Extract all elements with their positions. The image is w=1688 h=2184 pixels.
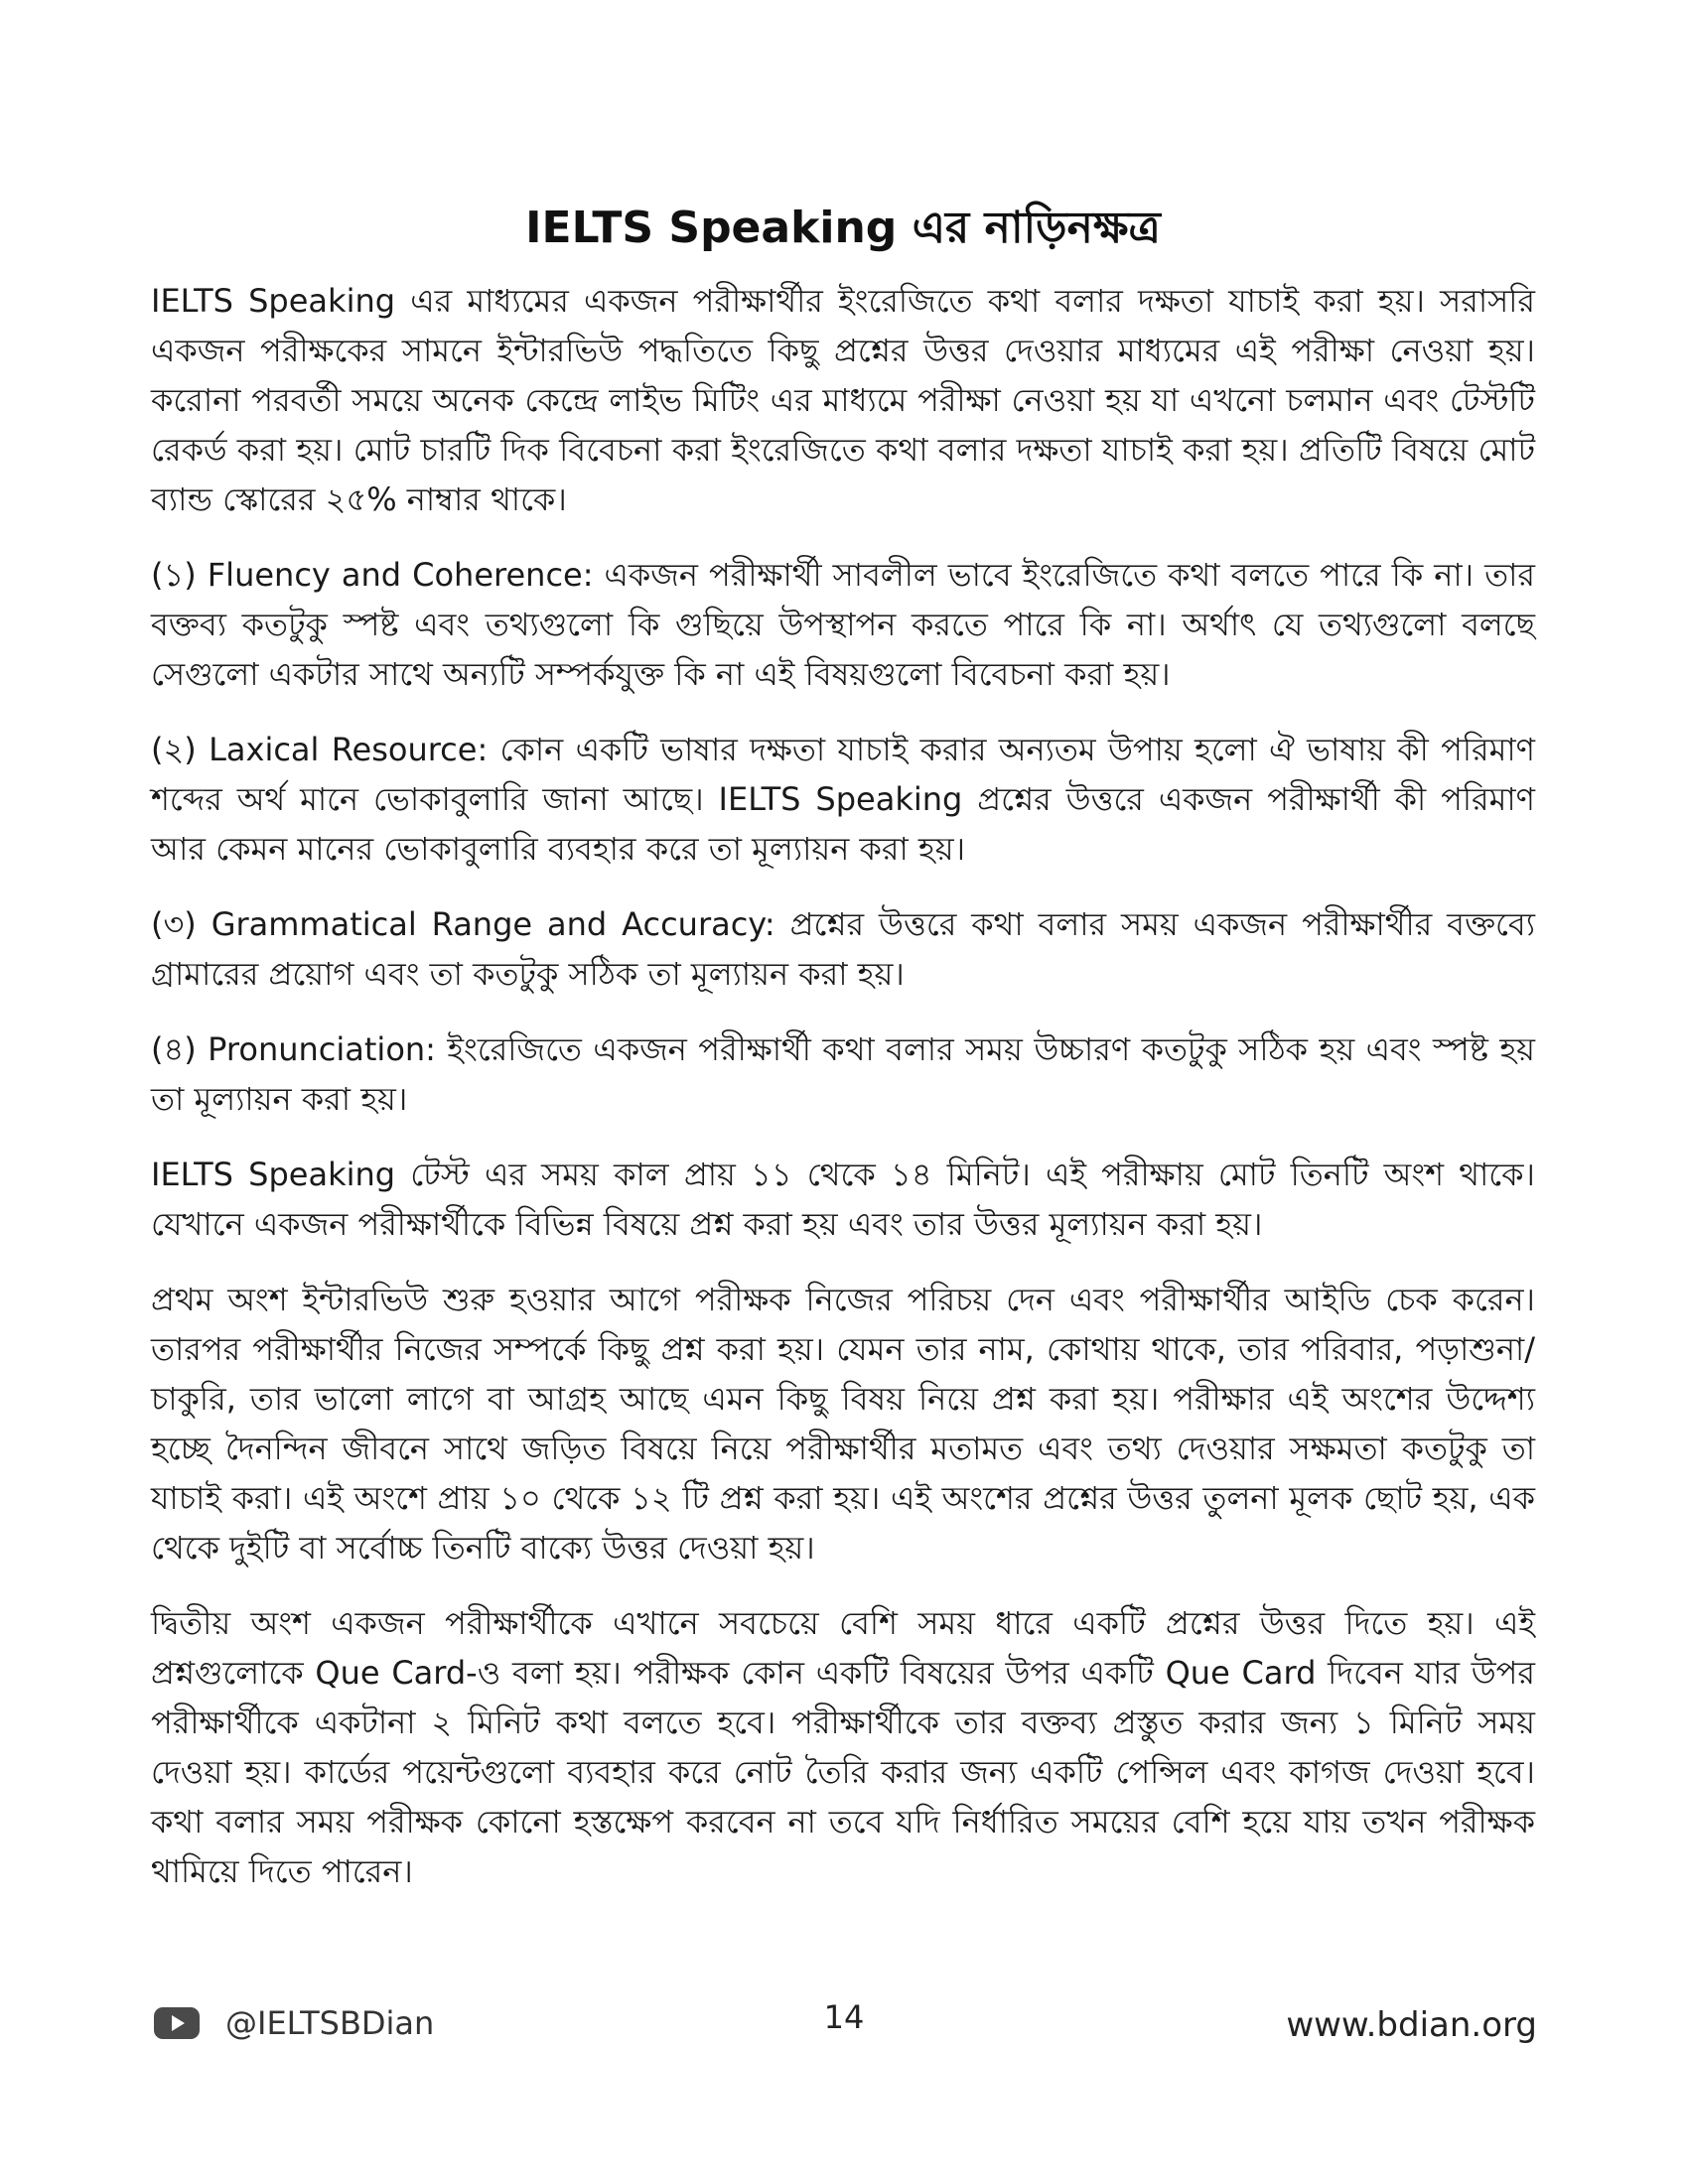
- paragraph-lexical: (২) Laxical Resource: কোন একটি ভাষার দক্ষতা যাচাই করার অন্যতম উপায় হলো ঐ ভাষায় কী পরিমাণ শব্দের অর্থ মানে ভোকাবুলারি জানা আছে। IELTS Speaking প্রশ্নের উত্তরে একজন পরীক্ষার্থী কী পরিমাণ আর কেমন মানের ভোকাবুলারি ব্যবহার করে তা মূল্যায়ন করা হয়।: [151, 731, 1535, 868]
- paragraph-duration: IELTS Speaking টেস্ট এর সময় কাল প্রায় ১১ থেকে ১৪ মিনিট। এই পরীক্ষায় মোট তিনটি অংশ থাকে। যেখানে একজন পরীক্ষার্থীকে বিভিন্ন বিষয়ে প্রশ্ন করা হয় এবং তার উত্তর মূল্যায়ন করা হয়।: [151, 1156, 1535, 1243]
- document-body: [151, 199, 1535, 1922]
- paragraph-part-one: প্রথম অংশ ইন্টারভিউ শুরু হওয়ার আগে পরীক্ষক নিজের পরিচয় দেন এবং পরীক্ষার্থীর আইডি চেক করেন। তারপর পরীক্ষার্থীর নিজের সম্পর্কে কিছু প্রশ্ন করা হয়। যেমন তার নাম, কোথায় থাকে, তার পরিবার, পড়াশুনা/চাকুরি, তার ভালো লাগে বা আগ্রহ আছে এমন কিছু বিষয় নিয়ে প্রশ্ন করা হয়। পরীক্ষার এই অংশের উদ্দেশ্য হচ্ছে দৈনন্দিন জীবনে সাথে জড়িত বিষয়ে নিয়ে পরীক্ষার্থীর মতামত এবং তথ্য দেওয়ার সক্ষমতা কতটুকু তা যাচাই করা। এই অংশে প্রায় ১০ থেকে ১২ টি প্রশ্ন করা হয়। এই অংশের প্রশ্নের উত্তর তুলনা মূলক ছোট হয়, এক থেকে দুইটি বা সর্বোচ্চ তিনটি বাক্যে উত্তর দেওয়া হয়।: [151, 1281, 1535, 1567]
- page-title: IELTS Speaking এর নাড়িনক্ষত্র: [525, 203, 1161, 253]
- paragraph-grammar: (৩) Grammatical Range and Accuracy: প্রশ্নের উত্তরে কথা বলার সময় একজন পরীক্ষার্থীর বক্তব্যে গ্রামারের প্রয়োগ এবং তা কতটুকু সঠিক তা মূল্যায়ন করা হয়।: [151, 905, 1535, 993]
- footer-channel[interactable]: [154, 2003, 434, 2043]
- page-footer: [0, 1997, 1688, 2057]
- paragraph-intro: IELTS Speaking এর মাধ্যমের একজন পরীক্ষার্থীর ইংরেজিতে কথা বলার দক্ষতা যাচাই করা হয়। সরাসরি একজন পরীক্ষকের সামনে ইন্টারভিউ পদ্ধতিতে কিছু প্রশ্নের উত্তর দেওয়ার মাধ্যমের এই পরীক্ষা নেওয়া হয়। করোনা পরবর্তী সময়ে অনেক কেন্দ্রে লাইভ মিটিং এর মাধ্যমে পরীক্ষা নেওয়া হয় যা এখনো চলমান এবং টেস্টটি রেকর্ড করা হয়। মোট চারটি দিক বিবেচনা করা ইংরেজিতে কথা বলার দক্ষতা যাচাই করা হয়। প্রতিটি বিষয়ে মোট ব্যান্ড স্কোরের ২৫% নাম্বার থাকে।: [151, 282, 1535, 518]
- page-number: 14: [823, 1998, 865, 2036]
- paragraph-part-two: দ্বিতীয় অংশ একজন পরীক্ষার্থীকে এখানে সবচেয়ে বেশি সময় ধারে একটি প্রশ্নের উত্তর দিতে হয়। এই প্রশ্নগুলোকে Que Card-ও বলা হয়। পরীক্ষক কোন একটি বিষয়ের উপর একটি Que Card দিবেন যার উপর পরীক্ষার্থীকে একটানা ২ মিনিট কথা বলতে হবে। পরীক্ষার্থীকে তার বক্তব্য প্রস্তুত করার জন্য ১ মিনিট সময় দেওয়া হয়। কার্ডের পয়েন্টগুলো ব্যবহার করে নোট তৈরি করার জন্য একটি পেন্সিল এবং কাগজ দেওয়া হবে। কথা বলার সময় পরীক্ষক কোনো হস্তক্ষেপ করবেন না তবে যদি নির্ধারিত সময়ের বেশি হয়ে যায় তখন পরীক্ষক থামিয়ে দিতে পারেন।: [151, 1604, 1535, 1890]
- channel-handle: @IELTSBDian: [225, 2004, 435, 2042]
- paragraph-fluency: (১) Fluency and Coherence: একজন পরীক্ষার্থী সাবলীল ভাবে ইংরেজিতে কথা বলতে পারে কি না। তার বক্তব্য কতটুকু স্পষ্ট এবং তথ্যগুলো কি গুছিয়ে উপস্থাপন করতে পারে কি না। অর্থাৎ যে তথ্যগুলো বলছে সেগুলো একটার সাথে অন্যটি সম্পর্কযুক্ত কি না এই বিষয়গুলো বিবেচনা করা হয়।: [151, 556, 1535, 693]
- paragraph-pronunciation: (৪) Pronunciation: ইংরেজিতে একজন পরীক্ষার্থী কথা বলার সময় উচ্চারণ কতটুকু সঠিক হয় এবং স্পষ্ট হয় তা মূল্যায়ন করা হয়।: [151, 1030, 1535, 1118]
- youtube-icon: [154, 2007, 200, 2039]
- website-link[interactable]: www.bdian.org: [1286, 2005, 1537, 2045]
